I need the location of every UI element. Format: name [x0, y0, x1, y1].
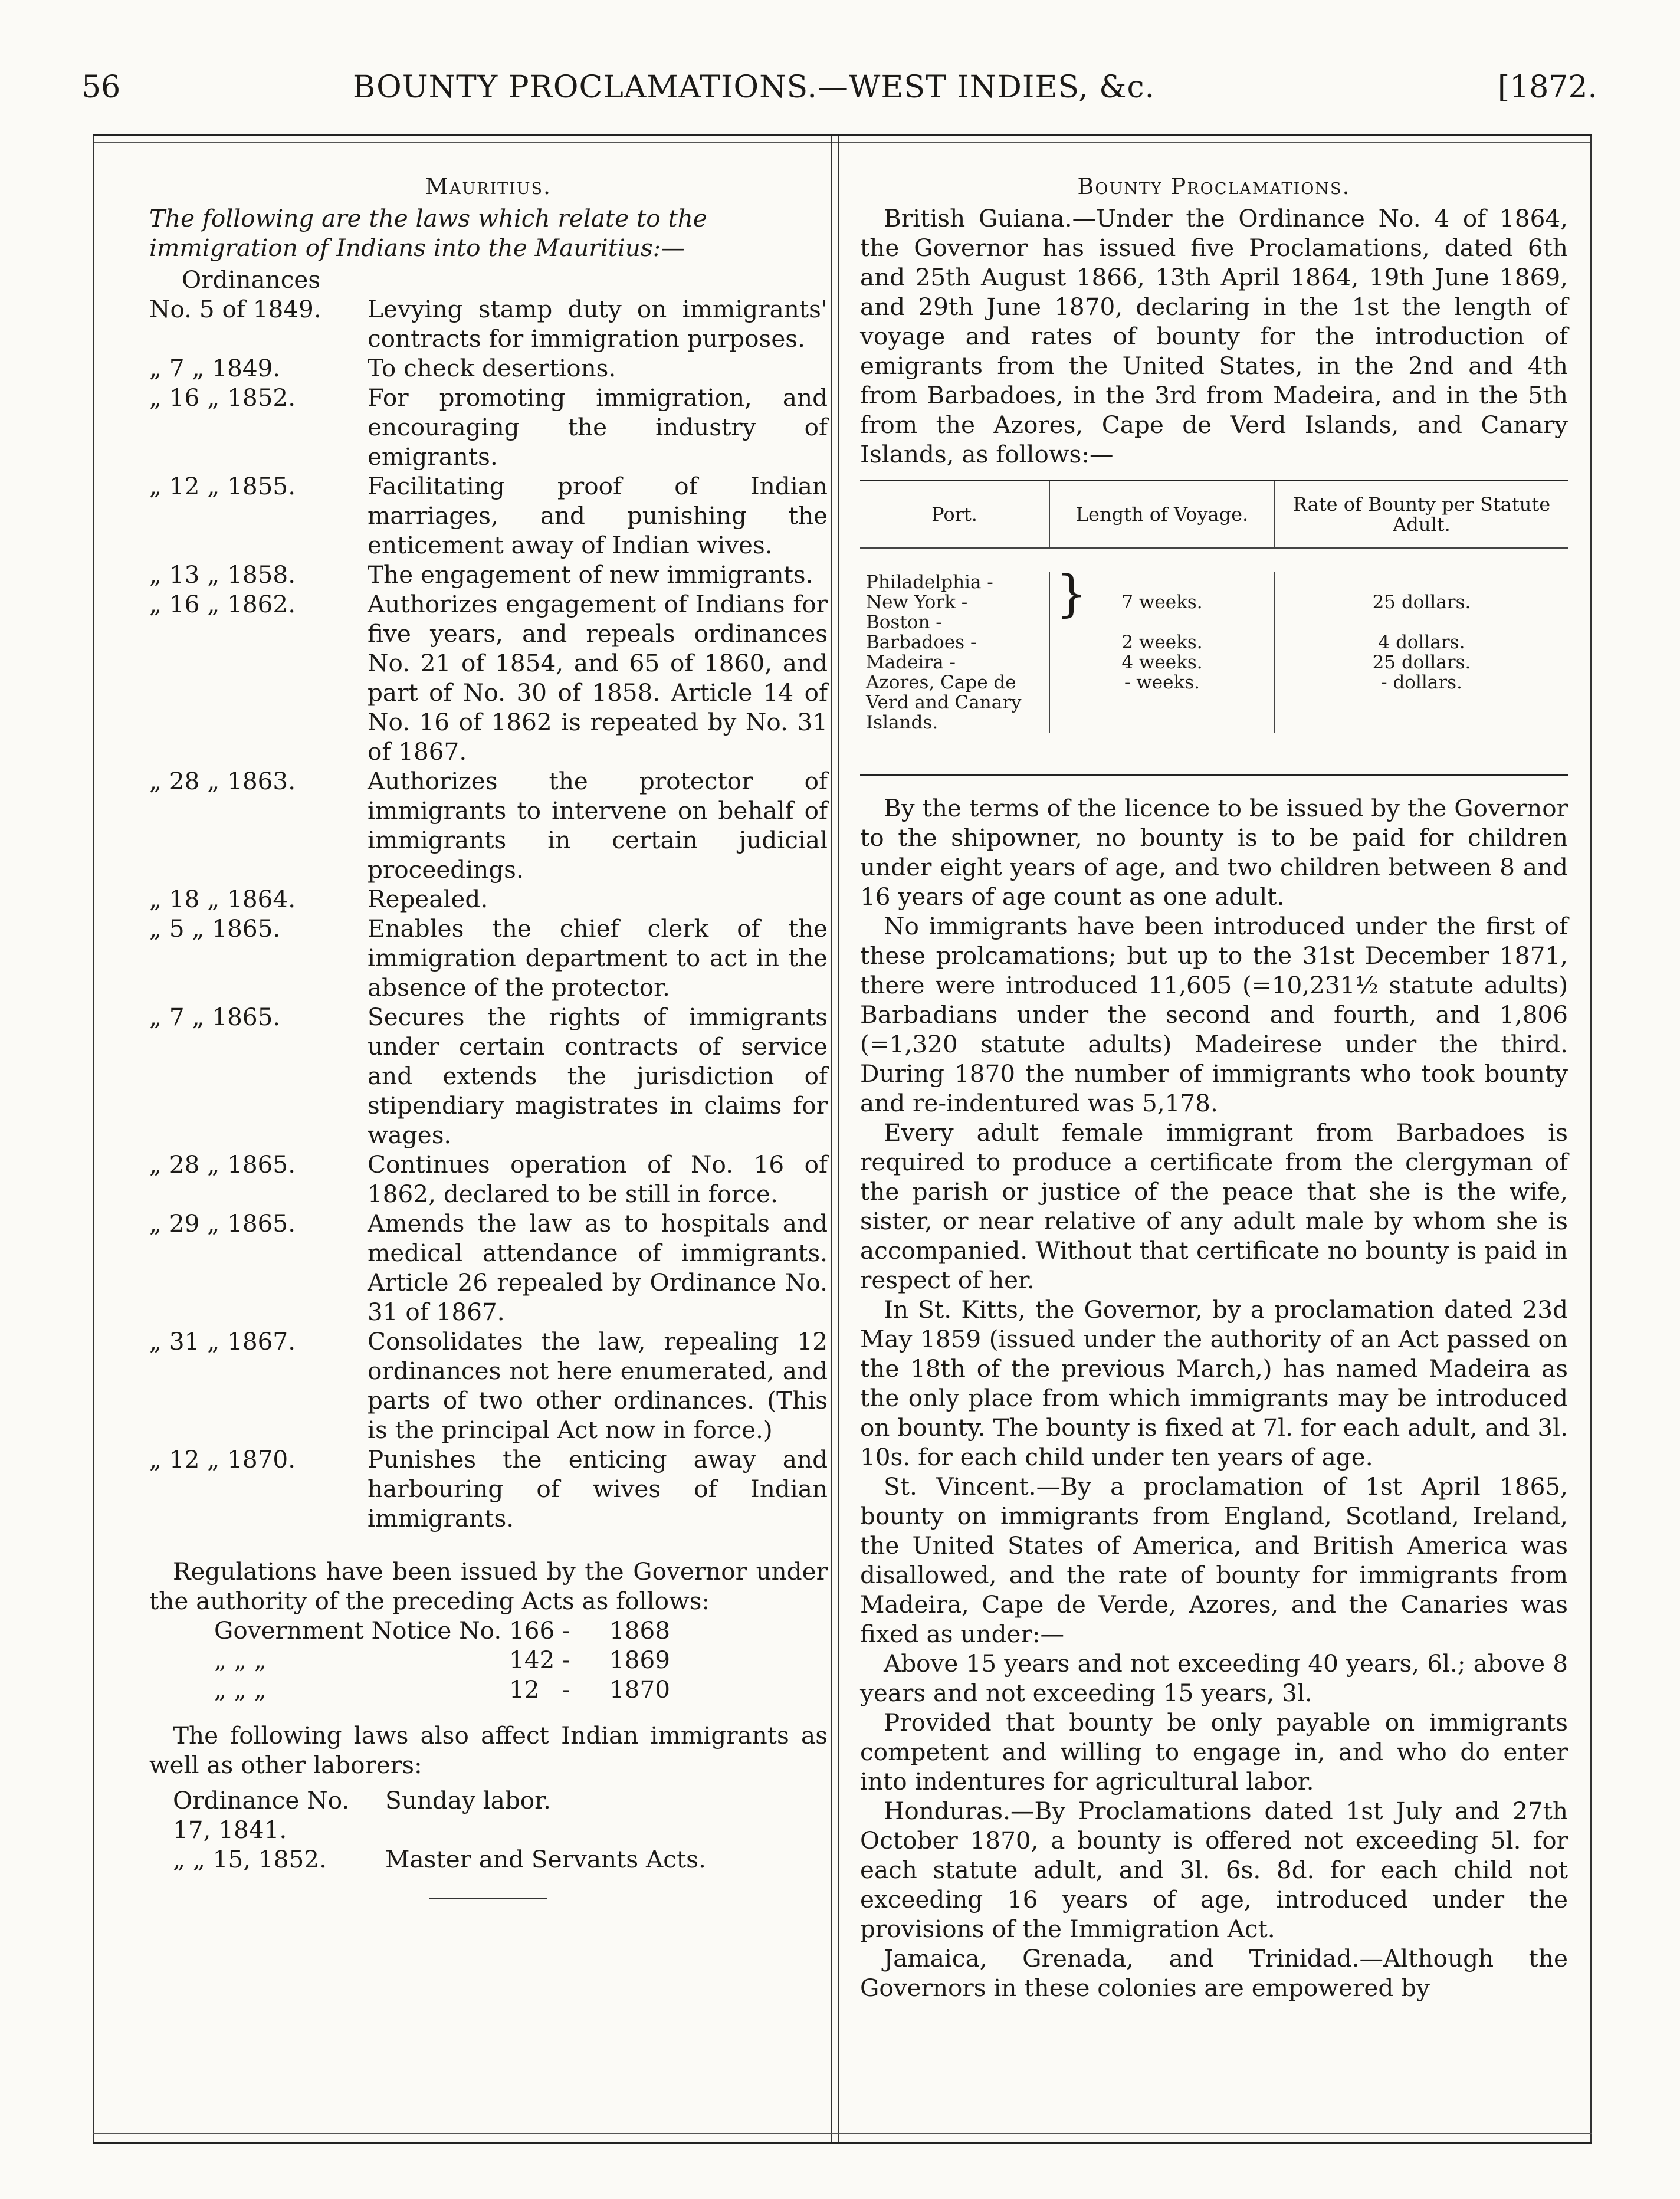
- ordinance-row: [149, 589, 828, 766]
- port-madeira: Madeira -: [866, 652, 956, 673]
- ordinance-description: Repealed.: [368, 885, 488, 913]
- ordinance-row: [149, 1445, 828, 1533]
- ordinance-number: „ 28 „ 1863.: [149, 767, 296, 795]
- notice-cell: Government Notice No.: [214, 1616, 502, 1645]
- ordinance-row: [149, 1002, 828, 1150]
- age-rates-paragraph: Above 15 years and not exceeding 40 years, 6l.; above 8 years and not exceeding 15 years, 3l.: [860, 1649, 1568, 1707]
- ordinance-description: Consolidates the law, repealing 12 ordinances not here enumerated, and parts of two other ordinances. (This is the principal Act now in force.): [368, 1327, 828, 1444]
- ordinance-row: [149, 1150, 828, 1209]
- ordinance-row: [149, 766, 828, 884]
- page-frame: [93, 134, 1592, 2144]
- running-title: BOUNTY PROCLAMATIONS.—WEST INDIES, &c.: [353, 70, 1156, 105]
- female-paragraph: Every adult female immigrant from Barbadoes is required to produce a certificate from the clergyman of the parish or justice of the peace that she is the wife, sister, or near relative of any adult male by whom she is accompanied. Without that certificate no bounty is paid in respect of her.: [860, 1118, 1568, 1294]
- notice-cell: 142: [509, 1646, 555, 1674]
- right-column: [860, 172, 1568, 2003]
- ordinance-number: „ 13 „ 1858.: [149, 560, 296, 589]
- law-subject: Master and Servants Acts.: [385, 1845, 706, 1873]
- ordinance-number: „ 31 „ 1867.: [149, 1327, 296, 1355]
- ordinance-row: [149, 884, 828, 914]
- immigrants-paragraph: No immigrants have been introduced under the first of these prolcamations; but up to the 31st December 1871, there were introduced 11,605 (=10,231½ statute adults) Barbadians under the second and fourth, and 1,806 (=1,320 statute adults) Madeirese under the third. During 1870 the number of immigrants who took bounty and re-indentured was 5,178.: [860, 912, 1568, 1117]
- ordinances-label: Ordinances: [182, 265, 321, 294]
- ordinance-description: Authorizes the protector of immigrants to intervene on behalf of immigrants in certain judicial proceedings.: [368, 767, 828, 884]
- header-rate: Rate of Bounty per Statute Adult.: [1292, 493, 1551, 536]
- ordinance-description: Punishes the enticing away and harbouring of wives of Indian immigrants.: [368, 1445, 828, 1532]
- ordinance-number: „ 7 „ 1865.: [149, 1003, 281, 1031]
- law-row: [173, 1844, 828, 1874]
- ordinance-number: „ 12 „ 1870.: [149, 1445, 296, 1473]
- notice-cell: -: [562, 1616, 570, 1645]
- ordinance-number: „ 28 „ 1865.: [149, 1150, 296, 1179]
- table-body: [860, 549, 1568, 774]
- voyage-barbadoes: 2 weeks.: [1121, 632, 1203, 653]
- rate-us: 25 dollars.: [1372, 592, 1471, 613]
- ordinance-description: The engagement of new immigrants.: [368, 560, 813, 589]
- st-vincent-paragraph: St. Vincent.—By a proclamation of 1st April 1865, bounty on immigrants from England, Scotland, Ireland, the United States of America, and British America was disallowed, and the rate of bounty for immigrants from Madeira, Cape de Verde, Azores, and the Canaries was fixed as under:—: [860, 1472, 1568, 1648]
- ordinance-number: „ 12 „ 1855.: [149, 472, 296, 500]
- ordinance-description: Secures the rights of immigrants under certain contracts of service and extends the jurisdiction of stipendiary magistrates in claims for wages.: [368, 1003, 828, 1149]
- ordinance-description: For promoting immigration, and encouraging the industry of emigrants.: [368, 383, 828, 471]
- ordinance-row: [149, 471, 828, 560]
- ordinance-number: „ 29 „ 1865.: [149, 1209, 296, 1238]
- provided-paragraph: Provided that bounty be only payable on immigrants competent and willing to engage in, and who do enter into indentures for agricultural labor.: [860, 1708, 1568, 1796]
- notice-cell: 1868: [609, 1616, 671, 1645]
- ordinance-number: „ 18 „ 1864.: [149, 885, 296, 913]
- rate-madeira: 25 dollars.: [1372, 652, 1471, 673]
- port-boston: Boston -: [866, 612, 942, 633]
- bounty-table: [860, 480, 1568, 776]
- right-border: [1590, 136, 1592, 2142]
- ordinance-number: „ 5 „ 1865.: [149, 914, 281, 943]
- header-port: Port.: [860, 481, 1050, 547]
- voyage-cell: [1050, 564, 1275, 733]
- ordinance-row: [149, 560, 828, 589]
- ordinance-number: „ 7 „ 1849.: [149, 354, 281, 382]
- honduras-paragraph: Honduras.—By Proclamations dated 1st July and 27th October 1870, a bounty is offered not exceeding 5l. for each statute adult, and 3l. 6s. 8d. for each child not exceeding 16 years of age, introduced under the provisions of the Immigration Act.: [860, 1797, 1568, 1943]
- voyage-madeira: 4 weeks.: [1121, 652, 1203, 673]
- ordinance-number: „ 16 „ 1862.: [149, 590, 296, 618]
- port-cell: [860, 572, 1050, 733]
- notice-cell: 1869: [609, 1646, 671, 1674]
- law-list: [149, 1786, 828, 1874]
- top-rule: [93, 142, 1592, 143]
- notice-cell: 1870: [609, 1675, 671, 1704]
- ordinance-number: „ 16 „ 1852.: [149, 383, 296, 412]
- ordinance-description: Amends the law as to hospitals and medical attendance of immigrants. Article 26 repealed by Ordinance No. 31 of 1867.: [368, 1209, 828, 1326]
- law-citation: „ „ 15, 1852.: [173, 1845, 327, 1873]
- law-row: [173, 1786, 828, 1844]
- notice-cell: -: [562, 1646, 570, 1674]
- ordinance-row: [149, 1209, 828, 1327]
- voyage-azores: - weeks.: [1124, 672, 1200, 693]
- notice-cell: 166: [509, 1616, 555, 1645]
- bottom-rule: [93, 2133, 1592, 2134]
- ordinance-description: Continues operation of No. 16 of 1862, declared to be still in force.: [368, 1150, 828, 1208]
- also-affect-paragraph: The following laws also affect Indian immigrants as well as other laborers:: [149, 1721, 828, 1779]
- header-voyage: Length of Voyage.: [1050, 481, 1275, 547]
- ordinance-row: [149, 914, 828, 1002]
- table-header: [860, 481, 1568, 549]
- ordinance-row: [149, 294, 828, 353]
- notice-row: [214, 1616, 828, 1645]
- law-citation: Ordinance No. 17, 1841.: [173, 1786, 350, 1844]
- left-border: [93, 136, 94, 2142]
- ordinance-description: Levying stamp duty on immigrants' contracts for immigration purposes.: [368, 295, 828, 353]
- column-divider-inner: [838, 136, 839, 2142]
- ordinance-row: [149, 353, 828, 383]
- notice-cell: „ „ „: [214, 1675, 267, 1704]
- port-azores: Azores, Cape de Verd and Canary Islands.: [866, 672, 1022, 733]
- port-philadelphia: Philadelphia -: [866, 572, 993, 593]
- regulations-paragraph: Regulations have been issued by the Governor under the authority of the preceding Acts as follows:: [149, 1557, 828, 1615]
- notice-cell: „ „ „: [214, 1646, 267, 1674]
- ordinance-description: Enables the chief clerk of the immigration department to act in the absence of the protector.: [368, 914, 828, 1002]
- rate-azores: - dollars.: [1381, 672, 1462, 693]
- port-new-york: New York -: [866, 592, 968, 613]
- left-column: [149, 172, 828, 1899]
- page-header: [70, 70, 1603, 111]
- port-barbadoes: Barbadoes -: [866, 632, 977, 653]
- st-kitts-paragraph: In St. Kitts, the Governor, by a proclamation dated 23d May 1859 (issued under the authority of an Act passed on the 18th of the previous March,) has named Madeira as the only place from which immigrants may be introduced on bounty. The bounty is fixed at 7l. for each adult, and 3l. 10s. for each child under ten years of age.: [860, 1295, 1568, 1471]
- jamaica-paragraph: Jamaica, Grenada, and Trinidad.—Although the Governors in these colonies are empowered by: [860, 1944, 1568, 2002]
- column-divider: [831, 136, 832, 2142]
- rate-barbadoes: 4 dollars.: [1378, 632, 1465, 653]
- mauritius-heading: Mauritius.: [425, 173, 552, 199]
- section-end-rule: [429, 1898, 547, 1899]
- voyage-us: 7 weeks.: [1121, 592, 1203, 613]
- page-number: 56: [81, 70, 121, 105]
- notice-cell: -: [562, 1675, 570, 1704]
- notice-cell: 12: [509, 1675, 540, 1704]
- mauritius-intro: The following are the laws which relate to the immigration of Indians into the Mauritius:—: [149, 204, 707, 262]
- ordinance-row: [149, 383, 828, 471]
- guiana-paragraph: British Guiana.—Under the Ordinance No. 4 of 1864, the Governor has issued five Proclamations, dated 6th and 25th August 1866, 13th April 1864, 19th June 1869, and 29th June 1870, declaring in the 1st the length of voyage and rates of bounty for the introduction of emigrants from the United States, in the 2nd and 4th from Barbadoes, in the 3rd from Madeira, and in the 5th from the Azores, Cape de Verd Islands, and Canary Islands, as follows:—: [860, 204, 1568, 468]
- notice-row: [214, 1675, 828, 1704]
- terms-paragraph: By the terms of the licence to be issued by the Governor to the shipowner, no bounty is to be paid for children under eight years of age, and two children between 8 and 16 years of age count as one adult.: [860, 794, 1568, 911]
- running-year: [1872.: [1497, 70, 1597, 105]
- ordinance-row: [149, 1327, 828, 1445]
- rate-cell: [1275, 572, 1568, 733]
- brace-glyph: }: [1056, 564, 1088, 622]
- ordinance-description: Facilitating proof of Indian marriages, and punishing the enticement away of Indian wives.: [368, 472, 828, 559]
- ordinance-number: No. 5 of 1849.: [149, 295, 321, 323]
- bounty-heading: Bounty Proclamations.: [1077, 173, 1351, 199]
- notice-row: [214, 1645, 828, 1675]
- ordinance-list: [149, 294, 828, 1533]
- ordinance-description: To check desertions.: [368, 354, 616, 382]
- law-subject: Sunday labor.: [385, 1786, 551, 1814]
- ordinance-description: Authorizes engagement of Indians for five years, and repeals ordinances No. 21 of 1854, and 65 of 1860, and part of No. 30 of 1858. Article 14 of No. 16 of 1862 is repeated by No. 31 of 1867.: [368, 590, 828, 766]
- notice-list: [149, 1616, 828, 1704]
